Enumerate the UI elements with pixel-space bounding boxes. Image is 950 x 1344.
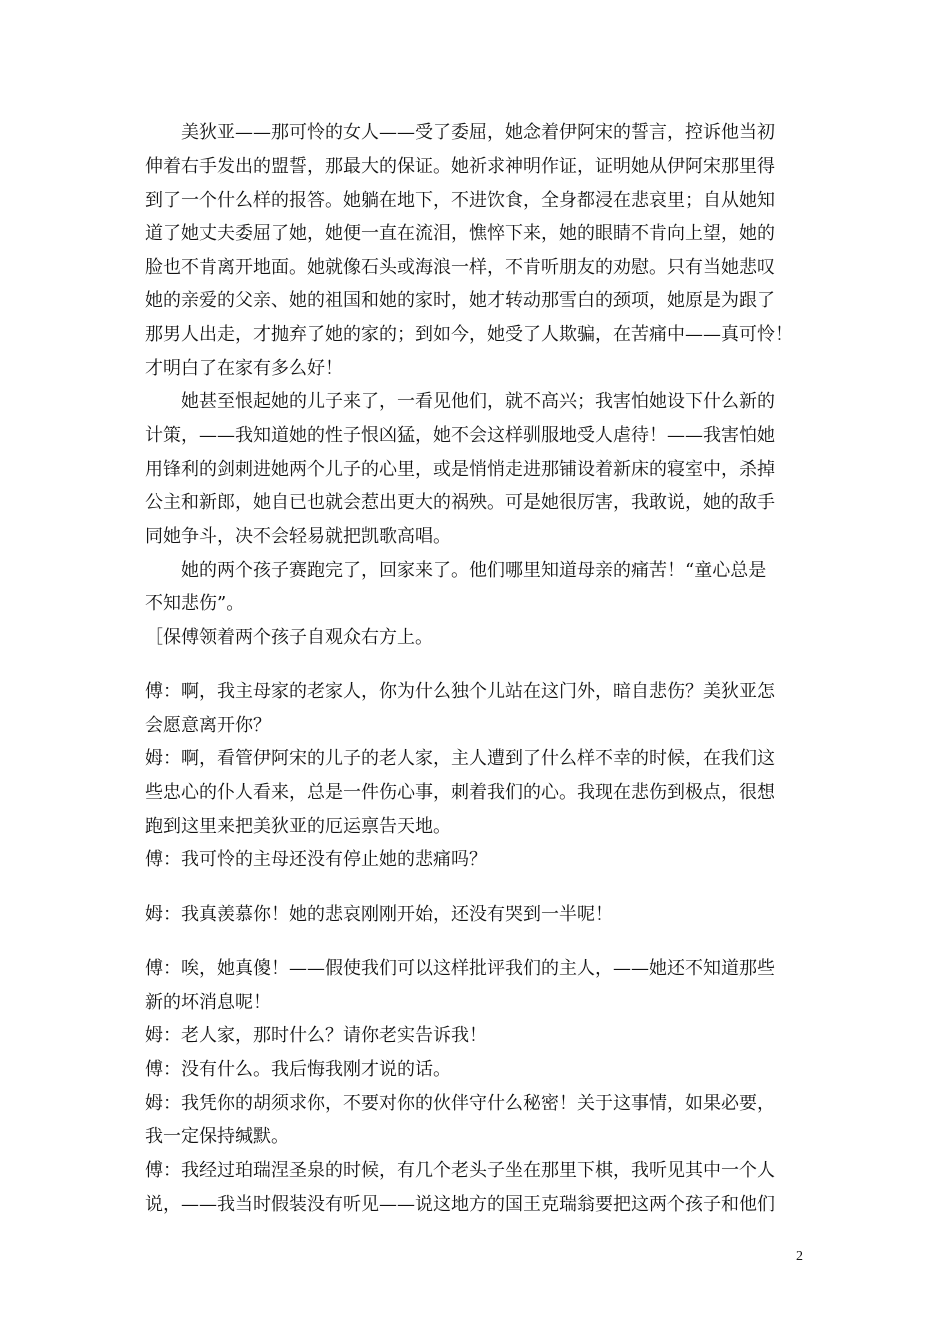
text-line: 才明白了在家有多么好！ xyxy=(145,358,343,379)
dialogue-line: 傅：没有什么。我后悔我刚才说的话。 xyxy=(145,1059,451,1080)
dialogue-line: 些忠心的仆人看来，总是一件伤心事，刺着我们的心。我现在悲伤到极点，很想 xyxy=(145,782,775,803)
text-line: 道了她丈夫委屈了她，她便一直在流泪，憔悴下来，她的眼睛不肯向上望，她的 xyxy=(145,223,775,244)
dialogue-line: 傅：唉，她真傻！——假使我们可以这样批评我们的主人，——她还不知道那些 xyxy=(145,958,775,979)
dialogue-line: 新的坏消息呢！ xyxy=(145,992,271,1013)
dialogue-line: 傅：我可怜的主母还没有停止她的悲痛吗？ xyxy=(145,849,487,870)
text-line: 不知悲伤”。 xyxy=(145,593,245,614)
dialogue-line: 姆：啊，看管伊阿宋的儿子的老人家，主人遭到了什么样不幸的时候，在我们这 xyxy=(145,748,775,769)
dialogue-line: 姆：我真羡慕你！她的悲哀刚刚开始，还没有哭到一半呢！ xyxy=(145,904,613,925)
text-line: 她甚至恨起她的儿子来了，一看见他们，就不高兴；我害怕她设下什么新的 xyxy=(145,391,775,412)
text-line: 她的亲爱的父亲、她的祖国和她的家时，她才转动那雪白的颈项，她原是为跟了 xyxy=(145,290,775,311)
dialogue-line: 我一定保持缄默。 xyxy=(145,1126,289,1147)
text-line: 伸着右手发出的盟誓，那最大的保证。她祈求神明作证，证明她从伊阿宋那里得 xyxy=(145,156,775,177)
dialogue-line: 姆：老人家，那时什么？请你老实告诉我！ xyxy=(145,1025,487,1046)
dialogue-line: 跑到这里来把美狄亚的厄运禀告天地。 xyxy=(145,816,451,837)
page-number: 2 xyxy=(796,1249,803,1264)
text-line: 脸也不肯离开地面。她就像石头或海浪一样，不肯听朋友的劝慰。只有当她悲叹 xyxy=(145,257,775,278)
text-line: 她的两个孩子赛跑完了，回家来了。他们哪里知道母亲的痛苦！“童心总是 xyxy=(145,560,767,581)
text-line: 美狄亚——那可怜的女人——受了委屈，她念着伊阿宋的誓言，控诉他当初 xyxy=(145,122,775,143)
text-line: 计策，——我知道她的性子恨凶猛，她不会这样驯服地受人虐待！——我害怕她 xyxy=(145,425,775,446)
dialogue-line: 姆：我凭你的胡须求你，不要对你的伙伴守什么秘密！关于这事情，如果必要， xyxy=(145,1093,775,1114)
stage-direction: ［保傅领着两个孩子自观众右方上。 xyxy=(145,627,433,648)
dialogue-line: 傅：啊，我主母家的老家人，你为什么独个儿站在这门外，暗自悲伤？美狄亚怎 xyxy=(145,681,775,702)
text-line: 用锋利的剑刺进她两个儿子的心里，或是悄悄走进那铺设着新床的寝室中，杀掉 xyxy=(145,459,775,480)
text-line: 那男人出走，才抛弃了她的家的；到如今，她受了人欺骗，在苦痛中——真可怜！ xyxy=(145,324,793,345)
text-line: 同她争斗，决不会轻易就把凯歌高唱。 xyxy=(145,526,451,547)
text-line: 到了一个什么样的报答。她躺在地下，不进饮食，全身都浸在悲哀里；自从她知 xyxy=(145,190,775,211)
dialogue-line: 会愿意离开你？ xyxy=(145,715,271,736)
text-line: 公主和新郎，她自已也就会惹出更大的祸殃。可是她很厉害，我敢说，她的敌手 xyxy=(145,492,775,513)
dialogue-line: 傅：我经过珀瑞涅圣泉的时候，有几个老头子坐在那里下棋，我听见其中一个人 xyxy=(145,1160,775,1181)
dialogue-line: 说，——我当时假装没有听见——说这地方的国王克瑞翁要把这两个孩子和他们 xyxy=(145,1194,775,1215)
